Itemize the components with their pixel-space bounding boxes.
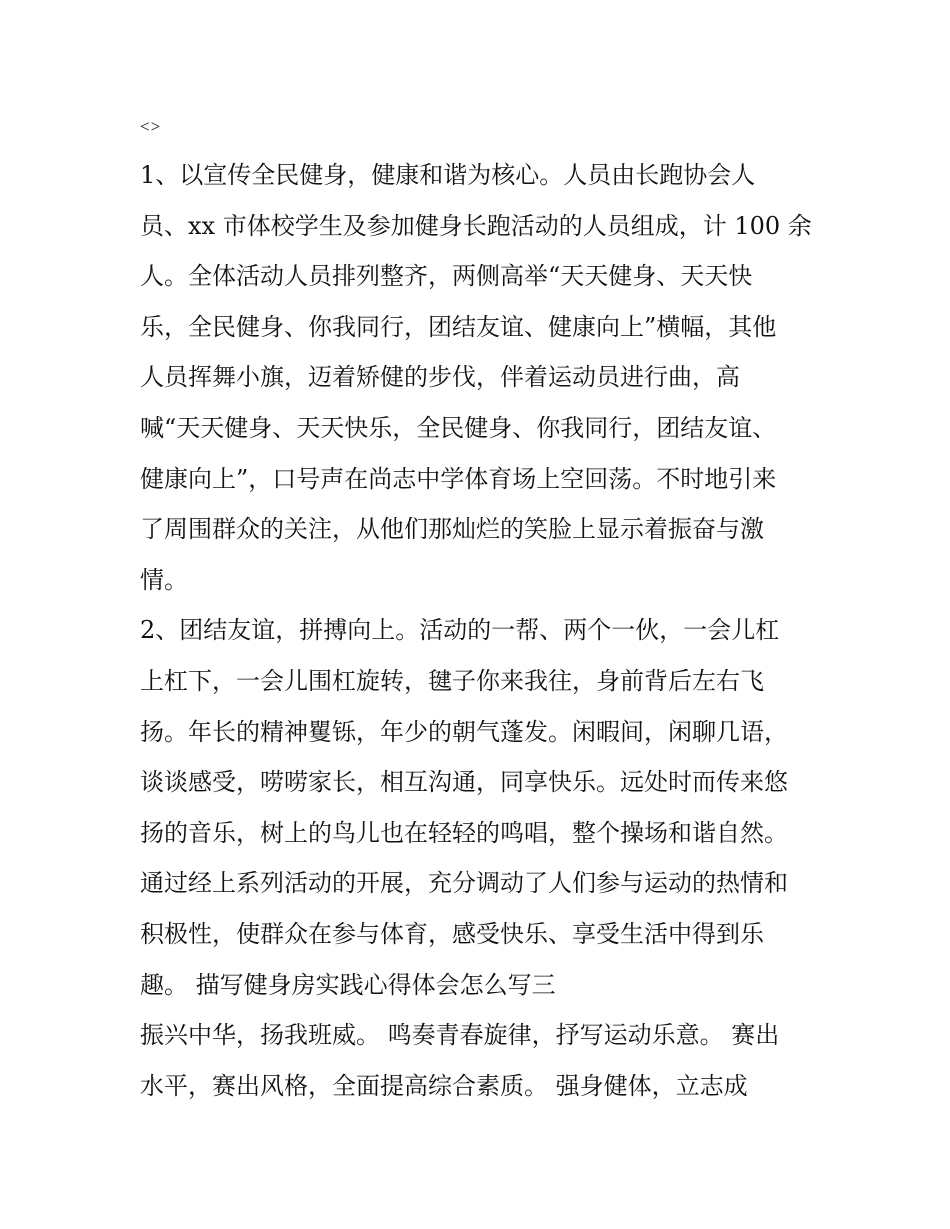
text-line: 1、以宣传全民健身，健康和谐为核心。人员由长跑协会人 xyxy=(140,161,756,189)
text-line: 健康向上”，口号声在尚志中学体育场上空回荡。不时地引来 xyxy=(140,464,777,493)
angle-bracket-marker: <> xyxy=(140,117,162,136)
document-body xyxy=(140,104,820,1111)
text-line: 喊“天天健身、天天快乐，全民健身、你我同行，团结友谊、 xyxy=(140,413,777,442)
text-line: 了周围群众的关注，从他们那灿烂的笑脸上显示着振奋与激 xyxy=(140,515,764,544)
text-line: 扬。年长的精神矍铄，年少的朝气蓬发。闲暇间，闲聊几语， xyxy=(140,717,788,746)
text-line: 乐，全民健身、你我同行，团结友谊、健康向上”横幅，其他 xyxy=(140,312,777,341)
text-line: 上杠下，一会儿围杠旋转，毽子你来我往，身前背后左右飞 xyxy=(140,666,764,695)
text-line: 水平，赛出风格，全面提高综合素质。 强身健体，立志成 xyxy=(140,1071,748,1100)
text-line: 人员挥舞小旗，迈着矫健的步伐，伴着运动员进行曲，高 xyxy=(140,363,740,392)
text-line: 趣。 描写健身房实践心得体会怎么写三 xyxy=(140,970,556,999)
text-line: 通过经上系列活动的开展，充分调动了人们参与运动的热情和 xyxy=(140,869,788,898)
text-line: 振兴中华，扬我班威。 鸣奏青春旋律，抒写运动乐意。 赛出 xyxy=(140,1021,780,1050)
text-line: 情。 xyxy=(140,565,188,594)
text-line: 扬的音乐，树上的鸟儿也在轻轻的鸣唱，整个操场和谐自然。 xyxy=(140,818,788,847)
text-line: 2、团结友谊，拼搏向上。活动的一帮、两个一伙，一会儿杠 xyxy=(140,616,780,645)
text-line: 积极性，使群众在参与体育，感受快乐、享受生活中得到乐 xyxy=(140,919,764,948)
text-line: 人。全体活动人员排列整齐，两侧高举“天天健身、天天快 xyxy=(140,262,753,291)
text-line: 员、xx 市体校学生及参加健身长跑活动的人员组成，计 100 余 xyxy=(140,211,812,240)
text-line: 谈谈感受，唠唠家长，相互沟通，同享快乐。远处时而传来悠 xyxy=(140,768,788,797)
